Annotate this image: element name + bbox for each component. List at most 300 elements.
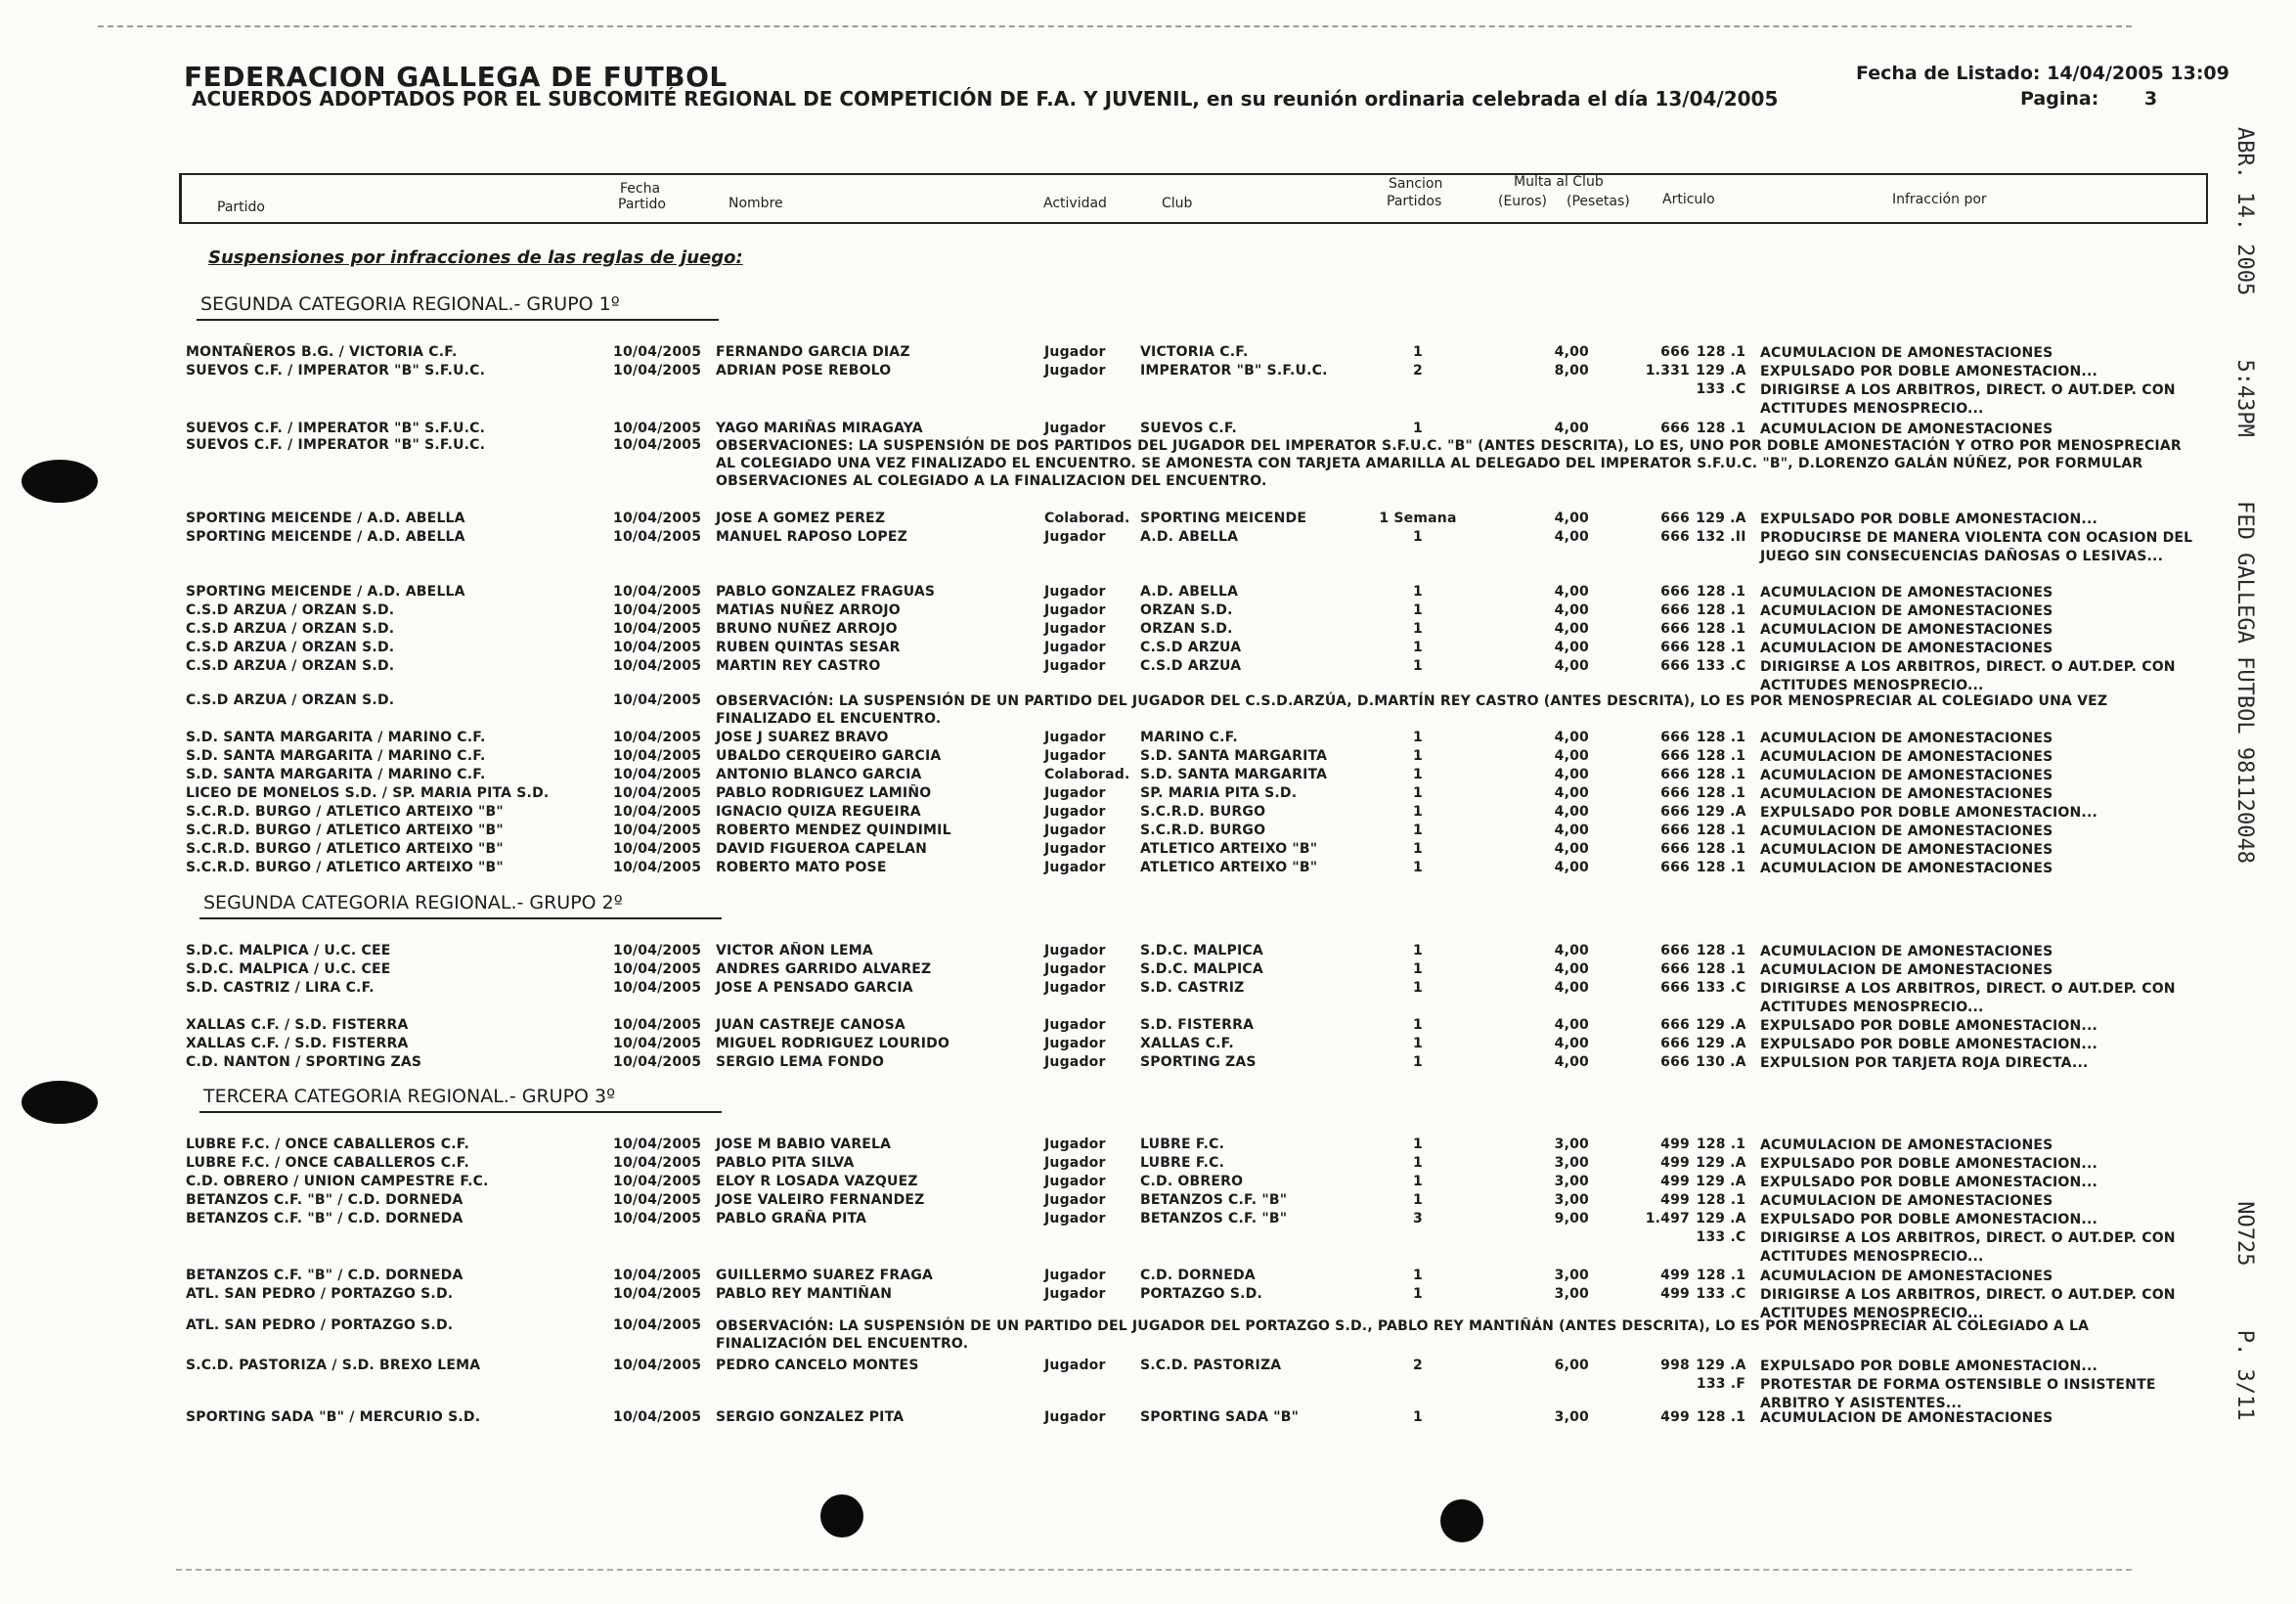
cell-euros: 4,00	[1554, 860, 1589, 875]
cell-partido: S.D.C. MALPICA / U.C. CEE	[186, 961, 391, 977]
cell-nombre: MATIAS NUÑEZ ARROJO	[716, 602, 901, 618]
group-heading: SEGUNDA CATEGORIA REGIONAL.- GRUPO 2º	[203, 892, 623, 913]
cell-infraccion: EXPULSADO POR DOBLE AMONESTACION...	[1760, 512, 2097, 527]
cell-infraccion: ACUMULACION DE AMONESTACIONES	[1760, 749, 2053, 765]
table-row	[0, 1017, 2296, 1036]
table-row	[0, 1174, 2296, 1192]
table-row	[0, 785, 2296, 804]
cell-fecha: 10/04/2005	[613, 1409, 702, 1425]
cell-club: SPORTING MEICENDE	[1140, 511, 1307, 526]
group-heading-underline	[199, 1111, 722, 1113]
cell-partido: SPORTING MEICENDE / A.D. ABELLA	[186, 511, 465, 526]
table-row	[0, 730, 2296, 748]
cell-observacion: OBSERVACIONES: LA SUSPENSIÓN DE DOS PARTIDOS DEL JUGADOR DEL IMPERATOR S.F.U.C. "B" (ANTES DESCRITA), LO ES, UNO POR DOBLE AMONESTACIÓN Y OTRO POR MENOSPRECIAR AL COLEGIADO UNA VEZ FINALIZADO EL ENCUENTRO. SE AMONESTA CON TARJETA AMARILLA AL DELEGADO DEL IMPERATOR S.F.U.C. "B", D.LORENZO GALÁN NÚÑEZ, POR FORMULAR OBSERVACIONES AL COLEGIADO A LA FINALIZACION DEL ENCUENTRO.	[716, 438, 2182, 489]
cell-pesetas: 666	[1660, 421, 1690, 436]
cell-club: ATLETICO ARTEIXO "B"	[1140, 841, 1318, 857]
observation-row	[0, 692, 2296, 727]
cell-sancion: 1	[1413, 602, 1423, 618]
cell-fecha: 10/04/2005	[613, 860, 702, 875]
fax-sender: FED GALLEGA FUTBOL 981120048	[2232, 501, 2257, 865]
cell-euros: 3,00	[1554, 1136, 1589, 1152]
cell-fecha: 10/04/2005	[613, 511, 702, 526]
cell-actividad: Jugador	[1044, 640, 1106, 655]
cell-club: BETANZOS C.F. "B"	[1140, 1211, 1288, 1226]
cell-sancion: 1 Semana	[1379, 511, 1457, 526]
cell-infraccion: EXPULSADO POR DOBLE AMONESTACION...	[1760, 1212, 2097, 1227]
cell-articulo-secondary: 133 .F	[1696, 1376, 1746, 1392]
cell-sancion: 1	[1413, 1268, 1423, 1283]
table-row	[0, 1136, 2296, 1155]
cell-articulo: 132 .II	[1696, 529, 1746, 545]
cell-euros: 4,00	[1554, 785, 1589, 801]
cell-actividad: Jugador	[1044, 344, 1106, 360]
cell-euros: 3,00	[1554, 1174, 1589, 1189]
cell-fecha: 10/04/2005	[613, 804, 702, 820]
cell-articulo: 128 .1	[1696, 602, 1746, 618]
cell-infraccion: ACUMULACION DE AMONESTACIONES	[1760, 585, 2053, 601]
cell-sancion: 1	[1413, 1054, 1423, 1070]
cell-articulo: 128 .1	[1696, 421, 1746, 436]
cell-euros: 4,00	[1554, 943, 1589, 958]
cell-sancion: 3	[1413, 1211, 1423, 1226]
table-row	[0, 804, 2296, 823]
cell-fecha: 10/04/2005	[613, 584, 702, 600]
cell-infraccion: ACUMULACION DE AMONESTACIONES	[1760, 944, 2053, 959]
cell-infraccion: EXPULSION POR TARJETA ROJA DIRECTA...	[1760, 1055, 2089, 1071]
cell-actividad: Jugador	[1044, 602, 1106, 618]
cell-sancion: 1	[1413, 658, 1423, 674]
cell-infraccion: ACUMULACION DE AMONESTACIONES	[1760, 1269, 2053, 1284]
cell-fecha: 10/04/2005	[613, 980, 702, 996]
cell-infraccion-secondary: DIRIGIRSE A LOS ARBITROS, DIRECT. O AUT.DEP. CON ACTITUDES MENOSPRECIO...	[1760, 1230, 2176, 1265]
punch-hole-bottom-right	[1440, 1499, 1483, 1542]
cell-actividad: Jugador	[1044, 421, 1106, 436]
cell-articulo: 128 .1	[1696, 860, 1746, 875]
cell-sancion: 1	[1413, 841, 1423, 857]
cell-partido: LICEO DE MONELOS S.D. / SP. MARIA PITA S.D.	[186, 785, 550, 801]
cell-observacion: OBSERVACIÓN: LA SUSPENSIÓN DE UN PARTIDO DEL JUGADOR DEL C.S.D.ARZÚA, D.MARTÍN REY CASTRO (ANTES DESCRITA), LO ES POR MENOSPRECIAR AL COLEGIADO UNA VEZ FINALIZADO EL ENCUENTRO.	[716, 693, 2108, 727]
cell-actividad: Jugador	[1044, 363, 1106, 379]
cell-actividad: Jugador	[1044, 785, 1106, 801]
cell-club: S.D. SANTA MARGARITA	[1140, 767, 1328, 782]
cell-euros: 4,00	[1554, 730, 1589, 745]
table-row	[0, 1036, 2296, 1054]
cell-club: SPORTING ZAS	[1140, 1054, 1257, 1070]
cell-articulo: 128 .1	[1696, 785, 1746, 801]
cell-partido: S.D.C. MALPICA / U.C. CEE	[186, 943, 391, 958]
cell-pesetas: 1.497	[1645, 1211, 1690, 1226]
col-euros: (Euros)	[1498, 194, 1547, 209]
cell-articulo: 133 .C	[1696, 980, 1746, 996]
table-row	[0, 1409, 2296, 1428]
cell-partido: BETANZOS C.F. "B" / C.D. DORNEDA	[186, 1268, 464, 1283]
cell-euros: 4,00	[1554, 980, 1589, 996]
cell-actividad: Jugador	[1044, 529, 1106, 545]
cell-nombre: JOSE A PENSADO GARCIA	[716, 980, 913, 996]
table-row	[0, 511, 2296, 529]
cell-sancion: 1	[1413, 421, 1423, 436]
cell-actividad: Jugador	[1044, 730, 1106, 745]
col-nombre: Nombre	[729, 196, 783, 211]
table-row	[0, 621, 2296, 640]
cell-infraccion: DIRIGIRSE A LOS ARBITROS, DIRECT. O AUT.DEP. CON ACTITUDES MENOSPRECIO...	[1760, 981, 2176, 1015]
cell-club: SPORTING SADA "B"	[1140, 1409, 1300, 1425]
observation-row	[0, 1317, 2296, 1352]
cell-nombre: UBALDO CERQUEIRO GARCIA	[716, 748, 942, 764]
cell-pesetas: 666	[1660, 841, 1690, 857]
cell-articulo: 128 .1	[1696, 1409, 1746, 1425]
col-sancion-line1: Sancion	[1389, 176, 1443, 192]
cell-nombre: ROBERTO MENDEZ QUINDIMIL	[716, 823, 951, 838]
cell-articulo: 128 .1	[1696, 1136, 1746, 1152]
cell-sancion: 1	[1413, 344, 1423, 360]
cell-pesetas: 666	[1660, 943, 1690, 958]
cell-nombre: SERGIO GONZALEZ PITA	[716, 1409, 905, 1425]
cell-partido: S.C.D. PASTORIZA / S.D. BREXO LEMA	[186, 1358, 481, 1373]
cell-club: SP. MARIA PITA S.D.	[1140, 785, 1298, 801]
cell-club: XALLAS C.F.	[1140, 1036, 1234, 1051]
cell-infraccion: EXPULSADO POR DOBLE AMONESTACION...	[1760, 1018, 2097, 1034]
cell-articulo: 128 .1	[1696, 961, 1746, 977]
cell-fecha: 10/04/2005	[613, 841, 702, 857]
table-row	[0, 1286, 2296, 1321]
cell-articulo: 129 .A	[1696, 1358, 1746, 1373]
cell-club: S.D. FISTERRA	[1140, 1017, 1255, 1033]
cell-partido: SPORTING SADA "B" / MERCURIO S.D.	[186, 1409, 481, 1425]
cell-infraccion: ACUMULACION DE AMONESTACIONES	[1760, 345, 2053, 361]
cell-partido: S.C.R.D. BURGO / ATLETICO ARTEIXO "B"	[186, 860, 504, 875]
section-title: Suspensiones por infracciones de las reglas de juego:	[208, 247, 743, 268]
cell-fecha: 10/04/2005	[613, 1036, 702, 1051]
cell-partido: C.S.D ARZUA / ORZAN S.D.	[186, 658, 395, 674]
cell-club: C.D. OBRERO	[1140, 1174, 1244, 1189]
top-scan-border	[98, 25, 2132, 27]
group-heading: SEGUNDA CATEGORIA REGIONAL.- GRUPO 1º	[200, 293, 620, 315]
punch-hole-left-bottom	[22, 1081, 98, 1124]
cell-actividad: Jugador	[1044, 980, 1106, 996]
cell-nombre: FERNANDO GARCIA DIAZ	[716, 344, 910, 360]
cell-pesetas: 666	[1660, 804, 1690, 820]
cell-euros: 4,00	[1554, 767, 1589, 782]
cell-partido: MONTAÑEROS B.G. / VICTORIA C.F.	[186, 344, 458, 360]
cell-infraccion: ACUMULACION DE AMONESTACIONES	[1760, 842, 2053, 858]
cell-infraccion: EXPULSADO POR DOBLE AMONESTACION...	[1760, 1156, 2097, 1172]
cell-articulo: 128 .1	[1696, 823, 1746, 838]
table-row	[0, 602, 2296, 621]
cell-club: A.D. ABELLA	[1140, 584, 1239, 600]
cell-club: S.D. SANTA MARGARITA	[1140, 748, 1328, 764]
cell-infraccion: EXPULSADO POR DOBLE AMONESTACION...	[1760, 1175, 2097, 1190]
cell-nombre: YAGO MARIÑAS MIRAGAYA	[716, 421, 923, 436]
table-row	[0, 1268, 2296, 1286]
cell-euros: 4,00	[1554, 621, 1589, 637]
cell-articulo: 128 .1	[1696, 943, 1746, 958]
cell-nombre: VICTOR AÑON LEMA	[716, 943, 873, 958]
cell-euros: 4,00	[1554, 1017, 1589, 1033]
cell-infraccion: ACUMULACION DE AMONESTACIONES	[1760, 962, 2053, 978]
cell-partido: C.S.D ARZUA / ORZAN S.D.	[186, 621, 395, 637]
cell-nombre: PABLO RODRIGUEZ LAMIÑO	[716, 785, 932, 801]
cell-fecha: 10/04/2005	[613, 1211, 702, 1226]
cell-fecha: 10/04/2005	[613, 961, 702, 977]
cell-partido: S.C.R.D. BURGO / ATLETICO ARTEIXO "B"	[186, 823, 504, 838]
cell-fecha: 10/04/2005	[613, 1358, 702, 1373]
cell-nombre: JOSE A GOMEZ PEREZ	[716, 511, 886, 526]
cell-partido: ATL. SAN PEDRO / PORTAZGO S.D.	[186, 1317, 454, 1333]
cell-pesetas: 666	[1660, 823, 1690, 838]
cell-club: SUEVOS C.F.	[1140, 421, 1238, 436]
fax-pages: P. 3/11	[2232, 1329, 2257, 1421]
cell-pesetas: 666	[1660, 730, 1690, 745]
cell-fecha: 10/04/2005	[613, 621, 702, 637]
listing-date: Fecha de Listado: 14/04/2005 13:09	[1856, 63, 2230, 84]
cell-partido: SUEVOS C.F. / IMPERATOR "B" S.F.U.C.	[186, 363, 486, 379]
cell-nombre: SERGIO LEMA FONDO	[716, 1054, 885, 1070]
col-actividad: Actividad	[1043, 196, 1107, 211]
cell-articulo: 133 .C	[1696, 1286, 1746, 1302]
cell-pesetas: 666	[1660, 621, 1690, 637]
cell-infraccion: EXPULSADO POR DOBLE AMONESTACION...	[1760, 1037, 2097, 1052]
cell-euros: 8,00	[1554, 363, 1589, 379]
cell-fecha: 10/04/2005	[613, 1136, 702, 1152]
cell-pesetas: 666	[1660, 344, 1690, 360]
cell-pesetas: 666	[1660, 529, 1690, 545]
cell-nombre: PABLO GRAÑA PITA	[716, 1211, 867, 1226]
page-number: 3	[2143, 88, 2158, 110]
cell-pesetas: 499	[1660, 1409, 1690, 1425]
fax-date: ABR. 14. 2005	[2232, 127, 2257, 296]
cell-euros: 4,00	[1554, 640, 1589, 655]
cell-infraccion: PRODUCIRSE DE MANERA VIOLENTA CON OCASION DEL JUEGO SIN CONSECUENCIAS DAÑOSAS O LESIVAS...	[1760, 530, 2193, 564]
cell-actividad: Jugador	[1044, 943, 1106, 958]
cell-infraccion: ACUMULACION DE AMONESTACIONES	[1760, 768, 2053, 783]
cell-sancion: 1	[1413, 1174, 1423, 1189]
cell-infraccion: DIRIGIRSE A LOS ARBITROS, DIRECT. O AUT.DEP. CON ACTITUDES MENOSPRECIO...	[1760, 659, 2176, 693]
cell-actividad: Jugador	[1044, 621, 1106, 637]
cell-actividad: Jugador	[1044, 804, 1106, 820]
cell-sancion: 1	[1413, 1409, 1423, 1425]
cell-pesetas: 499	[1660, 1192, 1690, 1208]
cell-fecha: 10/04/2005	[613, 1017, 702, 1033]
cell-fecha: 10/04/2005	[613, 658, 702, 674]
cell-infraccion: ACUMULACION DE AMONESTACIONES	[1760, 861, 2053, 876]
cell-partido: BETANZOS C.F. "B" / C.D. DORNEDA	[186, 1211, 464, 1226]
cell-nombre: RUBEN QUINTAS SESAR	[716, 640, 901, 655]
cell-infraccion: ACUMULACION DE AMONESTACIONES	[1760, 1137, 2053, 1153]
cell-articulo: 129 .A	[1696, 1211, 1746, 1226]
cell-partido: C.S.D ARZUA / ORZAN S.D.	[186, 692, 395, 708]
group-heading: TERCERA CATEGORIA REGIONAL.- GRUPO 3º	[203, 1086, 615, 1107]
cell-euros: 4,00	[1554, 748, 1589, 764]
table-row	[0, 767, 2296, 785]
bottom-scan-border	[176, 1569, 2132, 1571]
cell-euros: 3,00	[1554, 1155, 1589, 1171]
cell-articulo: 129 .A	[1696, 363, 1746, 379]
cell-actividad: Jugador	[1044, 748, 1106, 764]
cell-articulo: 128 .1	[1696, 1192, 1746, 1208]
cell-pesetas: 499	[1660, 1268, 1690, 1283]
cell-articulo: 129 .A	[1696, 1017, 1746, 1033]
cell-pesetas: 666	[1660, 748, 1690, 764]
cell-infraccion-secondary: DIRIGIRSE A LOS ARBITROS, DIRECT. O AUT.DEP. CON ACTITUDES MENOSPRECIO...	[1760, 382, 2176, 417]
cell-nombre: JOSE J SUAREZ BRAVO	[716, 730, 889, 745]
cell-pesetas: 666	[1660, 1017, 1690, 1033]
cell-club: LUBRE F.C.	[1140, 1155, 1225, 1171]
cell-partido: C.D. NANTON / SPORTING ZAS	[186, 1054, 422, 1070]
cell-actividad: Jugador	[1044, 860, 1106, 875]
cell-observacion: OBSERVACIÓN: LA SUSPENSIÓN DE UN PARTIDO DEL JUGADOR DEL PORTAZGO S.D., PABLO REY MANTIÑÁN (ANTES DESCRITA), LO ES POR MENOSPRECIAR AL COLEGIADO A LA FINALIZACIÓN DEL ENCUENTRO.	[716, 1318, 2090, 1352]
cell-partido: LUBRE F.C. / ONCE CABALLEROS C.F.	[186, 1136, 469, 1152]
cell-articulo: 129 .A	[1696, 1036, 1746, 1051]
cell-fecha: 10/04/2005	[613, 1268, 702, 1283]
cell-fecha: 10/04/2005	[613, 344, 702, 360]
col-fecha-line2: Partido	[618, 197, 666, 212]
cell-euros: 4,00	[1554, 511, 1589, 526]
cell-partido: SUEVOS C.F. / IMPERATOR "B" S.F.U.C.	[186, 421, 486, 436]
cell-fecha: 10/04/2005	[613, 767, 702, 782]
cell-sancion: 1	[1413, 785, 1423, 801]
cell-partido: LUBRE F.C. / ONCE CABALLEROS C.F.	[186, 1155, 469, 1171]
cell-euros: 9,00	[1554, 1211, 1589, 1226]
cell-actividad: Jugador	[1044, 1286, 1106, 1302]
cell-infraccion: EXPULSADO POR DOBLE AMONESTACION...	[1760, 1359, 2097, 1374]
cell-articulo: 128 .1	[1696, 621, 1746, 637]
cell-infraccion: ACUMULACION DE AMONESTACIONES	[1760, 1193, 2053, 1209]
cell-fecha: 10/04/2005	[613, 1054, 702, 1070]
col-club: Club	[1162, 196, 1193, 211]
cell-pesetas: 666	[1660, 1036, 1690, 1051]
cell-articulo-secondary: 133 .C	[1696, 1229, 1746, 1245]
cell-fecha: 10/04/2005	[613, 602, 702, 618]
cell-articulo: 128 .1	[1696, 1268, 1746, 1283]
cell-actividad: Jugador	[1044, 1155, 1106, 1171]
cell-euros: 4,00	[1554, 823, 1589, 838]
cell-sancion: 1	[1413, 1155, 1423, 1171]
cell-actividad: Jugador	[1044, 658, 1106, 674]
cell-infraccion: ACUMULACION DE AMONESTACIONES	[1760, 622, 2053, 638]
cell-infraccion: ACUMULACION DE AMONESTACIONES	[1760, 731, 2053, 746]
cell-partido: SUEVOS C.F. / IMPERATOR "B" S.F.U.C.	[186, 437, 486, 453]
col-pesetas: (Pesetas)	[1567, 194, 1630, 209]
cell-infraccion: ACUMULACION DE AMONESTACIONES	[1760, 641, 2053, 656]
cell-actividad: Jugador	[1044, 1409, 1106, 1425]
cell-actividad: Jugador	[1044, 1136, 1106, 1152]
cell-nombre: MANUEL RAPOSO LOPEZ	[716, 529, 907, 545]
cell-sancion: 1	[1413, 1286, 1423, 1302]
cell-fecha: 10/04/2005	[613, 437, 702, 453]
cell-infraccion: ACUMULACION DE AMONESTACIONES	[1760, 786, 2053, 802]
cell-club: ORZAN S.D.	[1140, 602, 1233, 618]
cell-articulo-secondary: 133 .C	[1696, 381, 1746, 397]
table-row	[0, 1192, 2296, 1211]
cell-euros: 4,00	[1554, 1036, 1589, 1051]
cell-actividad: Jugador	[1044, 841, 1106, 857]
cell-nombre: ANDRES GARRIDO ALVAREZ	[716, 961, 932, 977]
table-row	[0, 823, 2296, 841]
cell-club: S.D. CASTRIZ	[1140, 980, 1245, 996]
cell-pesetas: 666	[1660, 640, 1690, 655]
cell-infraccion: EXPULSADO POR DOBLE AMONESTACION...	[1760, 364, 2097, 379]
cell-pesetas: 666	[1660, 602, 1690, 618]
cell-actividad: Jugador	[1044, 1054, 1106, 1070]
cell-sancion: 2	[1413, 1358, 1423, 1373]
cell-actividad: Jugador	[1044, 1192, 1106, 1208]
cell-nombre: ANTONIO BLANCO GARCIA	[716, 767, 922, 782]
cell-pesetas: 666	[1660, 1054, 1690, 1070]
cell-partido: S.D. CASTRIZ / LIRA C.F.	[186, 980, 375, 996]
table-row	[0, 640, 2296, 658]
cell-fecha: 10/04/2005	[613, 1155, 702, 1171]
cell-partido: C.S.D ARZUA / ORZAN S.D.	[186, 640, 395, 655]
cell-pesetas: 499	[1660, 1286, 1690, 1302]
cell-partido: S.C.R.D. BURGO / ATLETICO ARTEIXO "B"	[186, 841, 504, 857]
cell-pesetas: 499	[1660, 1136, 1690, 1152]
cell-fecha: 10/04/2005	[613, 823, 702, 838]
document-subtitle: ACUERDOS ADOPTADOS POR EL SUBCOMITÉ REGIONAL DE COMPETICIÓN DE F.A. Y JUVENIL, en su reunión ordinaria celebrada el día 13/04/2005	[192, 87, 1779, 111]
cell-articulo: 128 .1	[1696, 767, 1746, 782]
cell-infraccion: ACUMULACION DE AMONESTACIONES	[1760, 422, 2053, 437]
cell-club: ATLETICO ARTEIXO "B"	[1140, 860, 1318, 875]
cell-infraccion-secondary: PROTESTAR DE FORMA OSTENSIBLE O INSISTENTE ARBITRO Y ASISTENTES...	[1760, 1377, 2156, 1411]
cell-infraccion: ACUMULACION DE AMONESTACIONES	[1760, 603, 2053, 619]
cell-fecha: 10/04/2005	[613, 363, 702, 379]
cell-articulo: 129 .A	[1696, 804, 1746, 820]
observation-row	[0, 437, 2296, 489]
cell-fecha: 10/04/2005	[613, 1286, 702, 1302]
table-row	[0, 1054, 2296, 1073]
cell-pesetas: 666	[1660, 860, 1690, 875]
cell-euros: 4,00	[1554, 421, 1589, 436]
cell-partido: S.D. SANTA MARGARITA / MARINO C.F.	[186, 767, 486, 782]
cell-partido: S.D. SANTA MARGARITA / MARINO C.F.	[186, 748, 486, 764]
cell-nombre: JOSE VALEIRO FERNANDEZ	[716, 1192, 925, 1208]
cell-sancion: 1	[1413, 980, 1423, 996]
cell-infraccion: DIRIGIRSE A LOS ARBITROS, DIRECT. O AUT.DEP. CON ACTITUDES MENOSPRECIO...	[1760, 1287, 2176, 1321]
cell-euros: 4,00	[1554, 344, 1589, 360]
cell-sancion: 1	[1413, 823, 1423, 838]
group-heading-underline	[197, 319, 719, 321]
cell-sancion: 1	[1413, 767, 1423, 782]
cell-club: S.D.C. MALPICA	[1140, 961, 1263, 977]
cell-fecha: 10/04/2005	[613, 943, 702, 958]
cell-partido: BETANZOS C.F. "B" / C.D. DORNEDA	[186, 1192, 464, 1208]
cell-sancion: 1	[1413, 529, 1423, 545]
col-articulo: Articulo	[1662, 192, 1715, 207]
cell-sancion: 1	[1413, 804, 1423, 820]
col-sancion-line2: Partidos	[1387, 194, 1442, 209]
table-row	[0, 658, 2296, 693]
cell-nombre: PABLO PITA SILVA	[716, 1155, 855, 1171]
cell-nombre: PEDRO CANCELO MONTES	[716, 1358, 919, 1373]
table-row	[0, 961, 2296, 980]
cell-nombre: ELOY R LOSADA VAZQUEZ	[716, 1174, 918, 1189]
cell-club: S.C.R.D. BURGO	[1140, 823, 1266, 838]
col-fecha-line1: Fecha	[620, 181, 661, 197]
cell-nombre: DAVID FIGUEROA CAPELAN	[716, 841, 928, 857]
cell-fecha: 10/04/2005	[613, 730, 702, 745]
cell-pesetas: 1.331	[1645, 363, 1690, 379]
cell-club: VICTORIA C.F.	[1140, 344, 1249, 360]
col-multa: Multa al Club	[1514, 174, 1604, 190]
cell-actividad: Colaborad.	[1044, 767, 1130, 782]
cell-nombre: PABLO REY MANTIÑAN	[716, 1286, 893, 1302]
cell-articulo: 128 .1	[1696, 841, 1746, 857]
fax-time: 5:43PM	[2232, 359, 2257, 437]
cell-euros: 4,00	[1554, 584, 1589, 600]
cell-nombre: MARTIN REY CASTRO	[716, 658, 881, 674]
cell-partido: SPORTING MEICENDE / A.D. ABELLA	[186, 529, 465, 545]
cell-articulo: 129 .A	[1696, 1155, 1746, 1171]
